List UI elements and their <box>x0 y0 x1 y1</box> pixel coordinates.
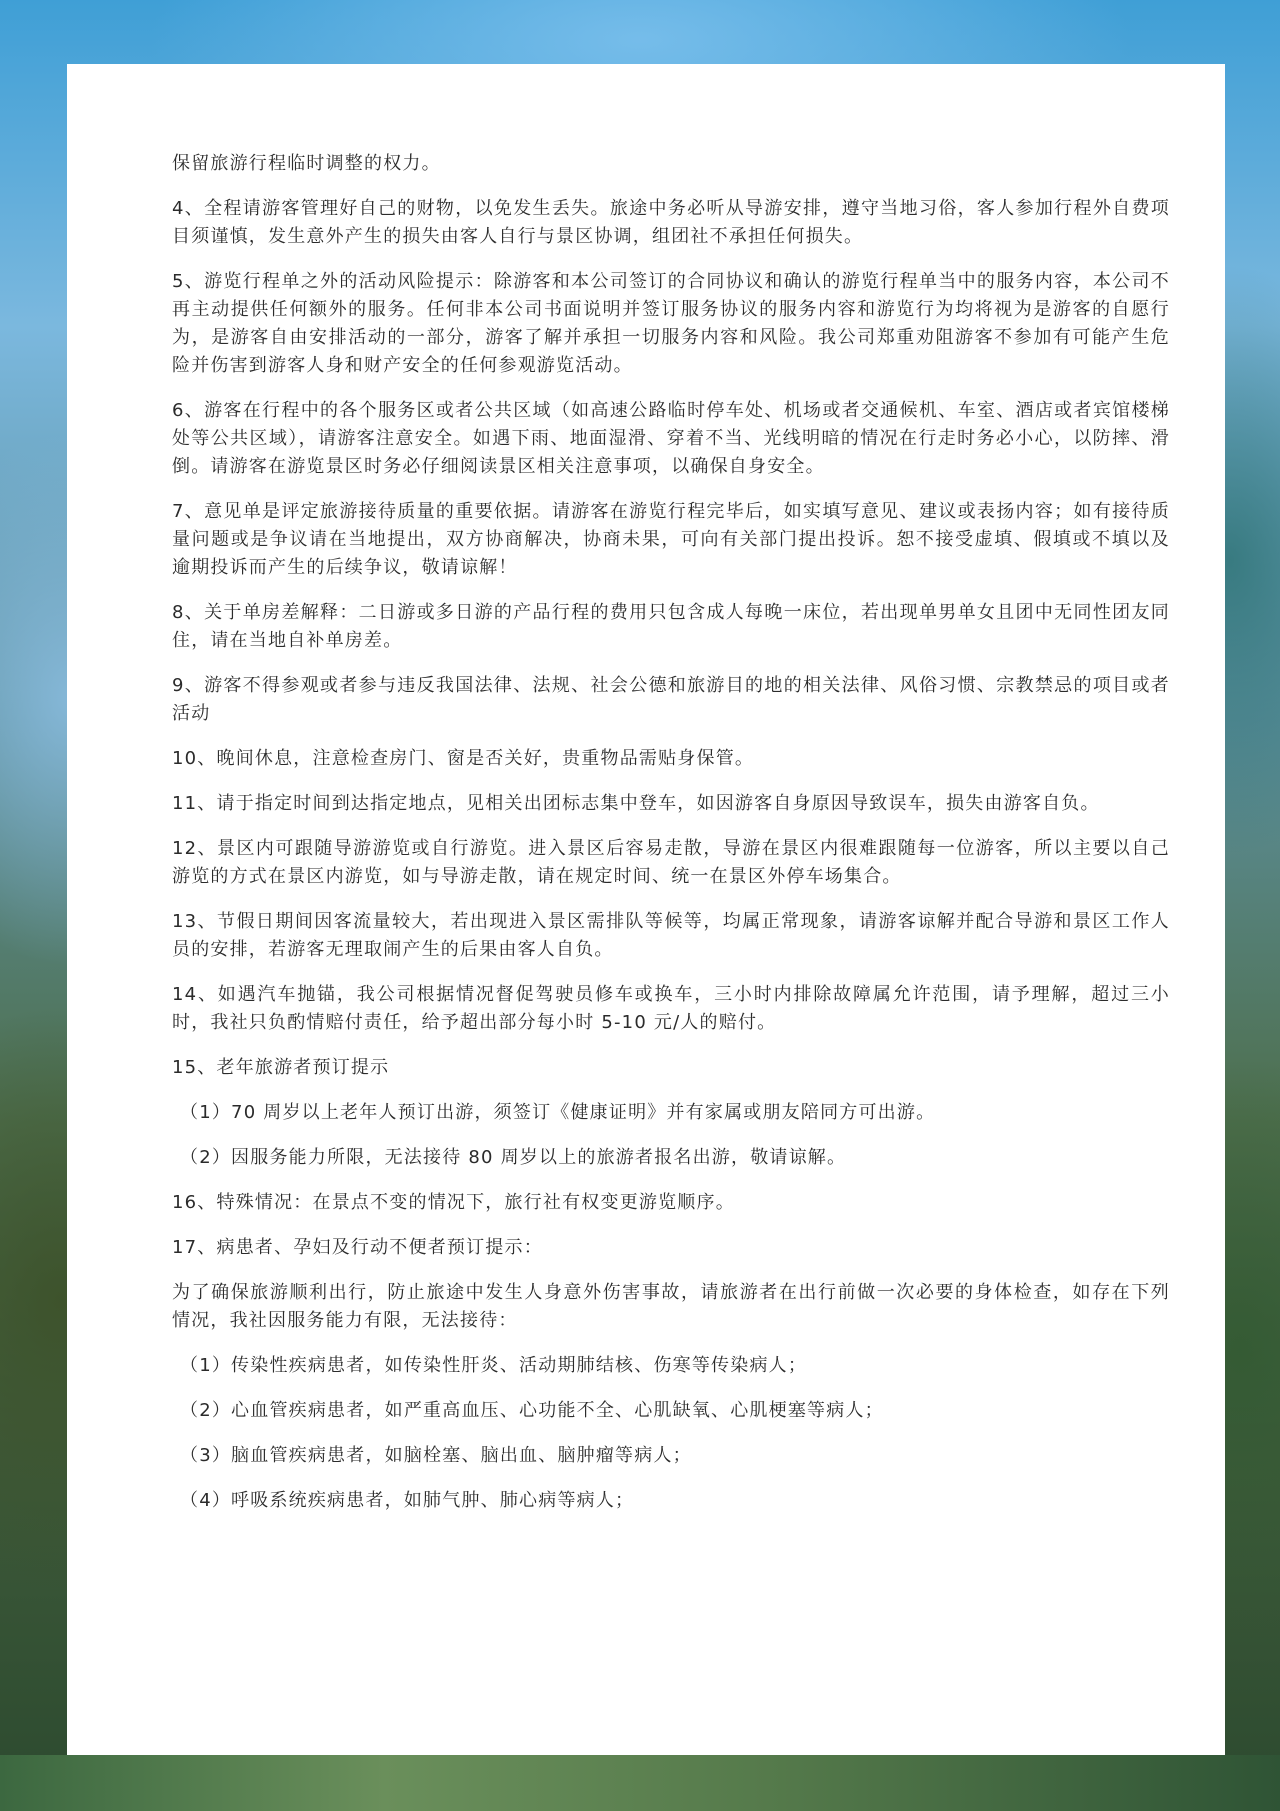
paragraph-item-10: 10、晚间休息，注意检查房门、窗是否关好，贵重物品需贴身保管。 <box>172 748 755 769</box>
paragraph-item-9: 9、游客不得参观或者参与违反我国法律、法规、社会公德和旅游目的地的相关法律、风俗习惯、宗教禁忌的项目或者活动 <box>172 675 1170 724</box>
paragraph-continuation: 保留旅游行程临时调整的权力。 <box>172 153 441 174</box>
sub-item-17-4: （4）呼吸系统疾病患者，如肺气肿、肺心病等病人； <box>180 1490 635 1511</box>
paragraph-item-15: 15、老年旅游者预订提示 <box>172 1057 390 1078</box>
background-scenery <box>0 1755 1280 1811</box>
paragraph-item-17-intro: 为了确保旅游顺利出行，防止旅途中发生人身意外伤害事故，请旅游者在出行前做一次必要的身体检查，如存在下列情况，我社因服务能力有限，无法接待： <box>172 1282 1170 1331</box>
paragraph-item-12: 12、景区内可跟随导游游览或自行游览。进入景区后容易走散，导游在景区内很难跟随每一位游客，所以主要以自己游览的方式在景区内游览，如与导游走散，请在规定时间、统一在景区外停车场集合。 <box>172 838 1170 887</box>
paragraph-item-5: 5、游览行程单之外的活动风险提示：除游客和本公司签订的合同协议和确认的游览行程单当中的服务内容，本公司不再主动提供任何额外的服务。任何非本公司书面说明并签订服务协议的服务内容和游览行为均将视为是游客的自愿行为，是游客自由安排活动的一部分，游客了解并承担一切服务内容和风险。我公司郑重劝阻游客不参加有可能产生危险并伤害到游客人身和财产安全的任何参观游览活动。 <box>172 271 1170 376</box>
document-page <box>67 64 1225 1755</box>
paragraph-item-4: 4、全程请游客管理好自己的财物，以免发生丢失。旅途中务必听从导游安排，遵守当地习俗，客人参加行程外自费项目须谨慎，发生意外产生的损失由客人自行与景区协调，组团社不承担任何损失。 <box>172 198 1170 247</box>
paragraph-item-11: 11、请于指定时间到达指定地点，见相关出团标志集中登车，如因游客自身原因导致误车，损失由游客自负。 <box>172 793 1100 814</box>
sub-item-17-2: （2）心血管疾病患者，如严重高血压、心功能不全、心肌缺氧、心肌梗塞等病人； <box>180 1400 884 1421</box>
paragraph-item-14: 14、如遇汽车抛锚，我公司根据情况督促驾驶员修车或换车，三小时内排除故障属允许范围，请予理解，超过三小时，我社只负酌情赔付责任，给予超出部分每小时 5-10 元/人的赔付。 <box>172 984 1170 1033</box>
sub-item-15-2: （2）因服务能力所限，无法接待 80 周岁以上的旅游者报名出游，敬请谅解。 <box>180 1147 847 1168</box>
paragraph-item-16: 16、特殊情况：在景点不变的情况下，旅行社有权变更游览顺序。 <box>172 1192 735 1213</box>
sub-item-17-3: （3）脑血管疾病患者，如脑栓塞、脑出血、脑肿瘤等病人； <box>180 1445 692 1466</box>
paragraph-item-7: 7、意见单是评定旅游接待质量的重要依据。请游客在游览行程完毕后，如实填写意见、建议或表扬内容；如有接待质量问题或是争议请在当地提出，双方协商解决，协商未果，可向有关部门提出投诉。恕不接受虚填、假填或不填以及逾期投诉而产生的后续争议，敬请谅解！ <box>172 501 1170 578</box>
sub-item-15-1: （1）70 周岁以上老年人预订出游，须签订《健康证明》并有家属或朋友陪同方可出游。 <box>180 1102 936 1123</box>
sub-item-17-1: （1）传染性疾病患者，如传染性肝炎、活动期肺结核、伤寒等传染病人； <box>180 1355 808 1376</box>
paragraph-item-6: 6、游客在行程中的各个服务区或者公共区域（如高速公路临时停车处、机场或者交通候机、车室、酒店或者宾馆楼梯处等公共区域），请游客注意安全。如遇下雨、地面湿滑、穿着不当、光线明暗的情况在行走时务必小心，以防摔、滑倒。请游客在游览景区时务必仔细阅读景区相关注意事项，以确保自身安全。 <box>172 400 1170 477</box>
paragraph-item-8: 8、关于单房差解释：二日游或多日游的产品行程的费用只包含成人每晚一床位，若出现单男单女且团中无同性团友同住，请在当地自补单房差。 <box>172 602 1170 651</box>
paragraph-item-13: 13、节假日期间因客流量较大，若出现进入景区需排队等候等，均属正常现象，请游客谅解并配合导游和景区工作人员的安排，若游客无理取闹产生的后果由客人自负。 <box>172 911 1170 960</box>
paragraph-item-17: 17、病患者、孕妇及行动不便者预订提示： <box>172 1237 543 1258</box>
